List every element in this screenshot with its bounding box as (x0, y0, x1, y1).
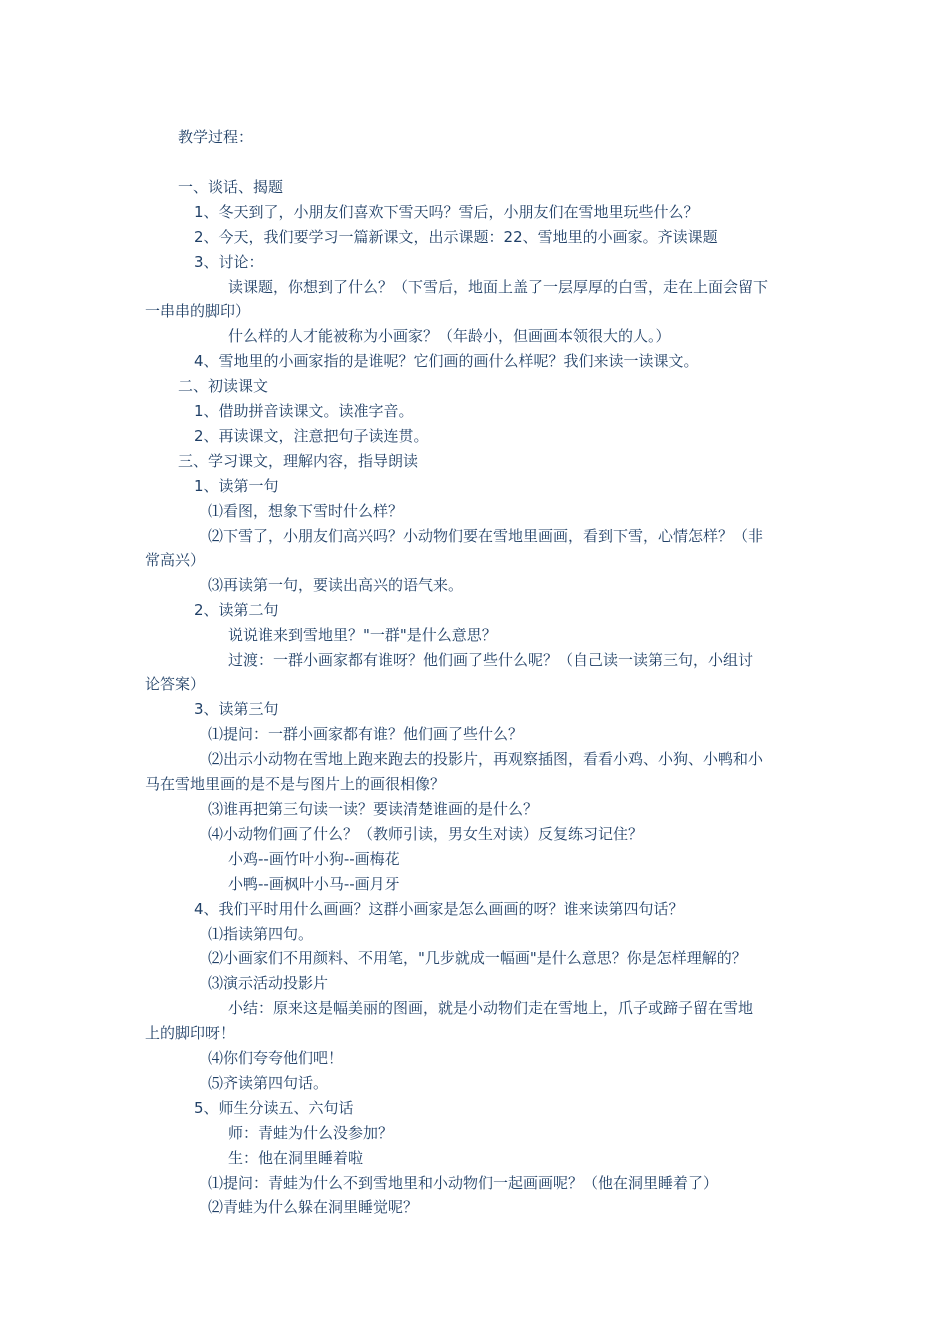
text-line: ⑵青蛙为什么躲在洞里睡觉呢？ (208, 1198, 419, 1216)
text-line: 过渡：一群小画家都有谁呀？他们画了些什么呢？（自己读一读第三句，小组讨 (228, 651, 754, 669)
text-line: 读课题，你想到了什么？（下雪后，地面上盖了一层厚厚的白雪，走在上面会留下 (228, 278, 769, 296)
text-line: 一串串的脚印） (145, 302, 251, 320)
text-line: 三、学习课文，理解内容，指导朗读 (178, 452, 419, 470)
text-line: ⑴提问：青蛙为什么不到雪地里和小动物们一起画画呢？（他在洞里睡着了） (208, 1174, 719, 1192)
text-line: 4、我们平时用什么画画？这群小画家是怎么画画的呀？谁来读第四句话？ (194, 900, 684, 918)
text-line: ⑵下雪了，小朋友们高兴吗？小动物们要在雪地里画画，看到下雪，心情怎样？（非 (208, 527, 764, 545)
text-line: 小结：原来这是幅美丽的图画，就是小动物们走在雪地上，爪子或蹄子留在雪地 (228, 999, 754, 1017)
text-line: 1、冬天到了，小朋友们喜欢下雪天吗？雪后，小朋友们在雪地里玩些什么？ (194, 203, 699, 221)
text-line: ⑷小动物们画了什么？（教师引读，男女生对读）反复练习记住？ (208, 825, 644, 843)
text-line: 二、初读课文 (178, 377, 269, 395)
text-line: ⑶谁再把第三句读一读？要读清楚谁画的是什么？ (208, 800, 539, 818)
text-line: 师：青蛙为什么没参加？ (228, 1124, 394, 1142)
text-line: 1、借助拼音读课文。读准字音。 (194, 402, 414, 420)
text-line: 常高兴） (145, 551, 206, 569)
text-line: 2、今天，我们要学习一篇新课文，出示课题：22、雪地里的小画家。齐读课题 (194, 228, 718, 246)
text-line: 小鸡--画竹叶小狗--画梅花 (228, 850, 400, 868)
text-line: ⑴看图，想象下雪时什么样？ (208, 502, 404, 520)
text-line: 马在雪地里画的是不是与图片上的画很相像？ (145, 775, 446, 793)
text-line: 一、谈话、揭题 (178, 178, 284, 196)
text-line: ⑶再读第一句，要读出高兴的语气来。 (208, 576, 464, 594)
text-line: 什么样的人才能被称为小画家？（年龄小，但画画本领很大的人。） (228, 327, 671, 345)
text-line: 1、读第一句 (194, 477, 279, 495)
text-line: ⑴提问：一群小画家都有谁？他们画了些什么？ (208, 725, 524, 743)
text-line: 生：他在洞里睡着啦 (228, 1149, 364, 1167)
text-line: ⑷你们夸夸他们吧！ (208, 1049, 344, 1067)
text-line: 3、读第三句 (194, 700, 279, 718)
text-line: 说说谁来到雪地里？"一群"是什么意思？ (228, 626, 497, 644)
text-line: ⑸齐读第四句话。 (208, 1074, 329, 1092)
text-line: ⑴指读第四句。 (208, 925, 314, 943)
text-line: ⑶演示活动投影片 (208, 974, 329, 992)
text-line: 论答案） (145, 675, 206, 693)
text-line: 上的脚印呀！ (145, 1024, 236, 1042)
text-line: 3、讨论： (194, 253, 264, 271)
text-line: 2、读第二句 (194, 601, 279, 619)
text-line: 4、雪地里的小画家指的是谁呢？它们画的画什么样呢？我们来读一读课文。 (194, 352, 699, 370)
text-line: 2、再读课文，注意把句子读连贯。 (194, 427, 429, 445)
text-line: 小鸭--画枫叶小马--画月牙 (228, 875, 400, 893)
text-line: ⑵出示小动物在雪地上跑来跑去的投影片，再观察插图，看看小鸡、小狗、小鸭和小 (208, 750, 764, 768)
text-line: 5、师生分读五、六句话 (194, 1099, 354, 1117)
section-heading: 教学过程： (178, 128, 254, 146)
text-line: ⑵小画家们不用颜料、不用笔，"几步就成一幅画"是什么意思？你是怎样理解的？ (208, 949, 747, 967)
